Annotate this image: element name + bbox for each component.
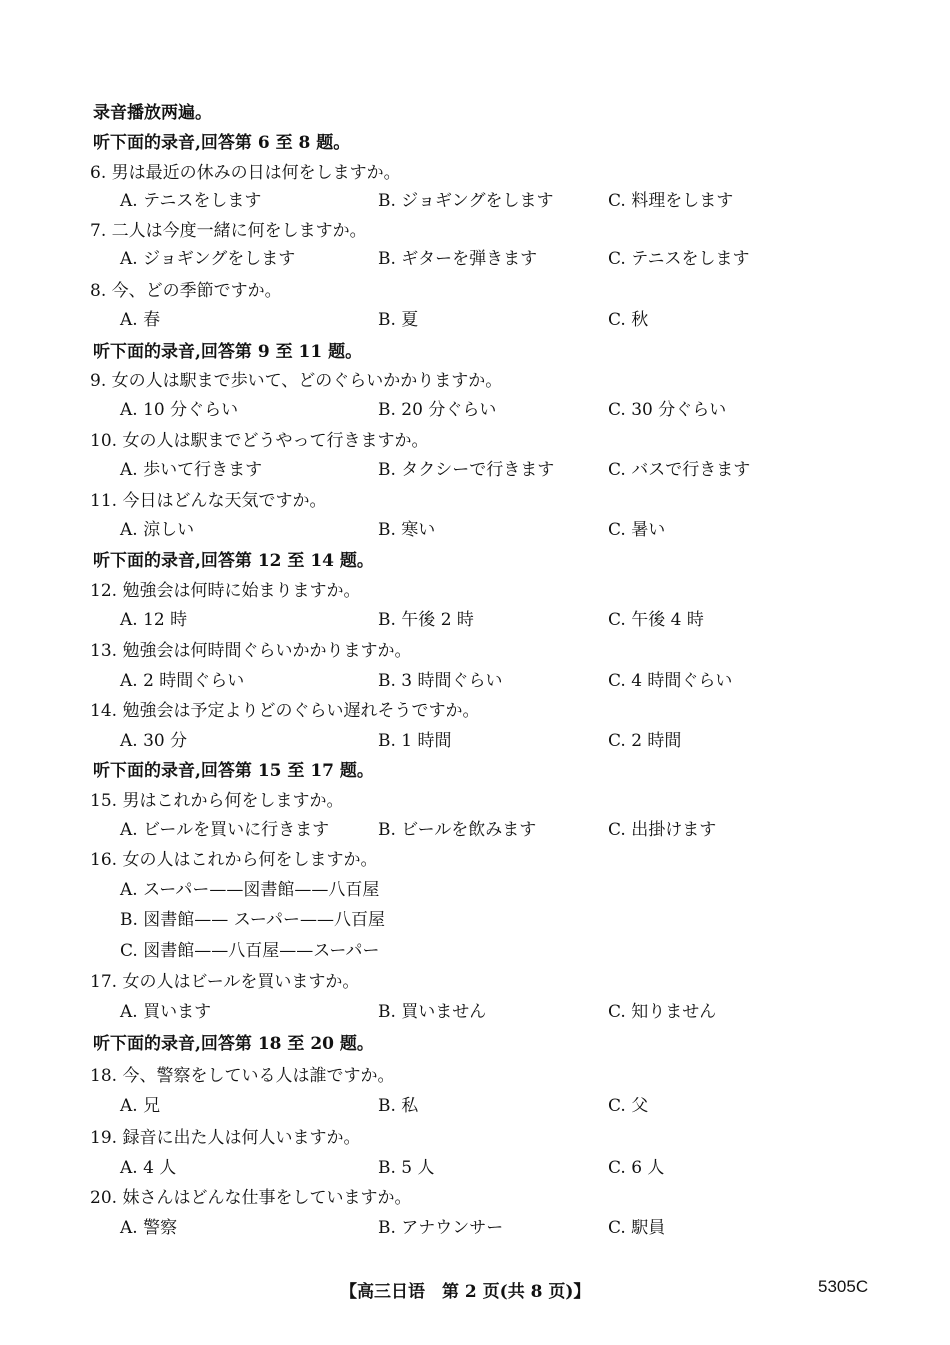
question-7: 7. 二人は今度一緒に何をしますか。: [90, 221, 367, 241]
q8-option-c: C. 秋: [608, 310, 649, 330]
question-18: 18. 今、警察をしている人は誰ですか。: [90, 1066, 395, 1086]
q18-option-b: B. 私: [378, 1096, 419, 1116]
q19-option-a: A. 4 人: [120, 1158, 177, 1178]
q9-option-c: C. 30 分ぐらい: [608, 400, 727, 420]
q12-option-a: A. 12 時: [120, 610, 188, 630]
q12-option-b: B. 午後 2 時: [378, 610, 474, 630]
question-15: 15. 男はこれから何をしますか。: [90, 791, 344, 811]
q6-option-b: B. ジョギングをします: [378, 191, 554, 211]
q18-option-c: C. 父: [608, 1096, 649, 1116]
q13-option-b: B. 3 時間ぐらい: [378, 671, 503, 691]
q16-option-c: C. 図書館——八百屋——スーパー: [120, 941, 380, 961]
q15-option-b: B. ビールを飲みます: [378, 820, 537, 840]
q18-option-a: A. 兄: [120, 1096, 161, 1116]
q7-option-c: C. テニスをします: [608, 249, 750, 269]
question-13: 13. 勉強会は何時間ぐらいかかりますか。: [90, 641, 412, 661]
q11-option-b: B. 寒い: [378, 520, 436, 540]
q17-option-b: B. 買いません: [378, 1002, 487, 1022]
q9-option-a: A. 10 分ぐらい: [120, 400, 239, 420]
q6-option-c: C. 料理をします: [608, 191, 734, 211]
question-17: 17. 女の人はビールを買いますか。: [90, 972, 360, 992]
section-instruction: 听下面的录音,回答第 6 至 8 题。: [93, 133, 351, 153]
q20-option-a: A. 警察: [120, 1218, 178, 1238]
question-14: 14. 勉強会は予定よりどのぐらい遅れそうですか。: [90, 701, 480, 721]
question-6: 6. 男は最近の休みの日は何をしますか。: [90, 163, 401, 183]
question-12: 12. 勉強会は何時に始まりますか。: [90, 581, 361, 601]
q17-option-c: C. 知りません: [608, 1002, 717, 1022]
q6-option-a: A. テニスをします: [120, 191, 262, 211]
section-instruction: 听下面的录音,回答第 12 至 14 题。: [93, 551, 374, 571]
q19-option-c: C. 6 人: [608, 1158, 665, 1178]
q7-option-b: B. ギターを弾きます: [378, 249, 538, 269]
q15-option-c: C. 出掛けます: [608, 820, 717, 840]
q14-option-c: C. 2 時間: [608, 731, 682, 751]
q8-option-b: B. 夏: [378, 310, 419, 330]
question-10: 10. 女の人は駅までどうやって行きますか。: [90, 431, 429, 451]
q19-option-b: B. 5 人: [378, 1158, 435, 1178]
q10-option-b: B. タクシーで行きます: [378, 460, 555, 480]
q9-option-b: B. 20 分ぐらい: [378, 400, 497, 420]
q20-option-b: B. アナウンサー: [378, 1218, 504, 1238]
section-instruction: 听下面的录音,回答第 15 至 17 题。: [93, 761, 374, 781]
section-instruction: 听下面的录音,回答第 18 至 20 题。: [93, 1034, 374, 1054]
q13-option-a: A. 2 時間ぐらい: [120, 671, 245, 691]
q12-option-c: C. 午後 4 時: [608, 610, 704, 630]
q7-option-a: A. ジョギングをします: [120, 249, 296, 269]
q10-option-c: C. バスで行きます: [608, 460, 751, 480]
question-9: 9. 女の人は駅まで歩いて、どのぐらいかかりますか。: [90, 371, 503, 391]
q11-option-c: C. 暑い: [608, 520, 666, 540]
q20-option-c: C. 駅員: [608, 1218, 666, 1238]
q14-option-a: A. 30 分: [120, 731, 188, 751]
question-19: 19. 録音に出た人は何人いますか。: [90, 1128, 361, 1148]
page-footer: [0, 1277, 950, 1303]
q11-option-a: A. 涼しい: [120, 520, 195, 540]
question-16: 16. 女の人はこれから何をしますか。: [90, 850, 378, 870]
section-instruction: 听下面的录音,回答第 9 至 11 题。: [93, 342, 363, 362]
q13-option-c: C. 4 時間ぐらい: [608, 671, 733, 691]
q16-option-b: B. 図書館—— スーパー——八百屋: [120, 910, 386, 930]
question-11: 11. 今日はどんな天気ですか。: [90, 491, 327, 511]
q16-option-a: A. スーパー——図書館——八百屋: [120, 880, 380, 900]
q14-option-b: B. 1 時間: [378, 731, 452, 751]
repeat-note: 录音播放两遍。: [93, 103, 212, 123]
question-20: 20. 妹さんはどんな仕事をしていますか。: [90, 1188, 412, 1208]
q15-option-a: A. ビールを買いに行きます: [120, 820, 330, 840]
q17-option-a: A. 買います: [120, 1002, 212, 1022]
q8-option-a: A. 春: [120, 310, 161, 330]
page-number-label: 【高三日语 第 2 页(共 8 页)】: [340, 1282, 591, 1302]
question-8: 8. 今、どの季節ですか。: [90, 281, 282, 301]
exam-code: 5305C: [818, 1277, 869, 1296]
q10-option-a: A. 歩いて行きます: [120, 460, 263, 480]
